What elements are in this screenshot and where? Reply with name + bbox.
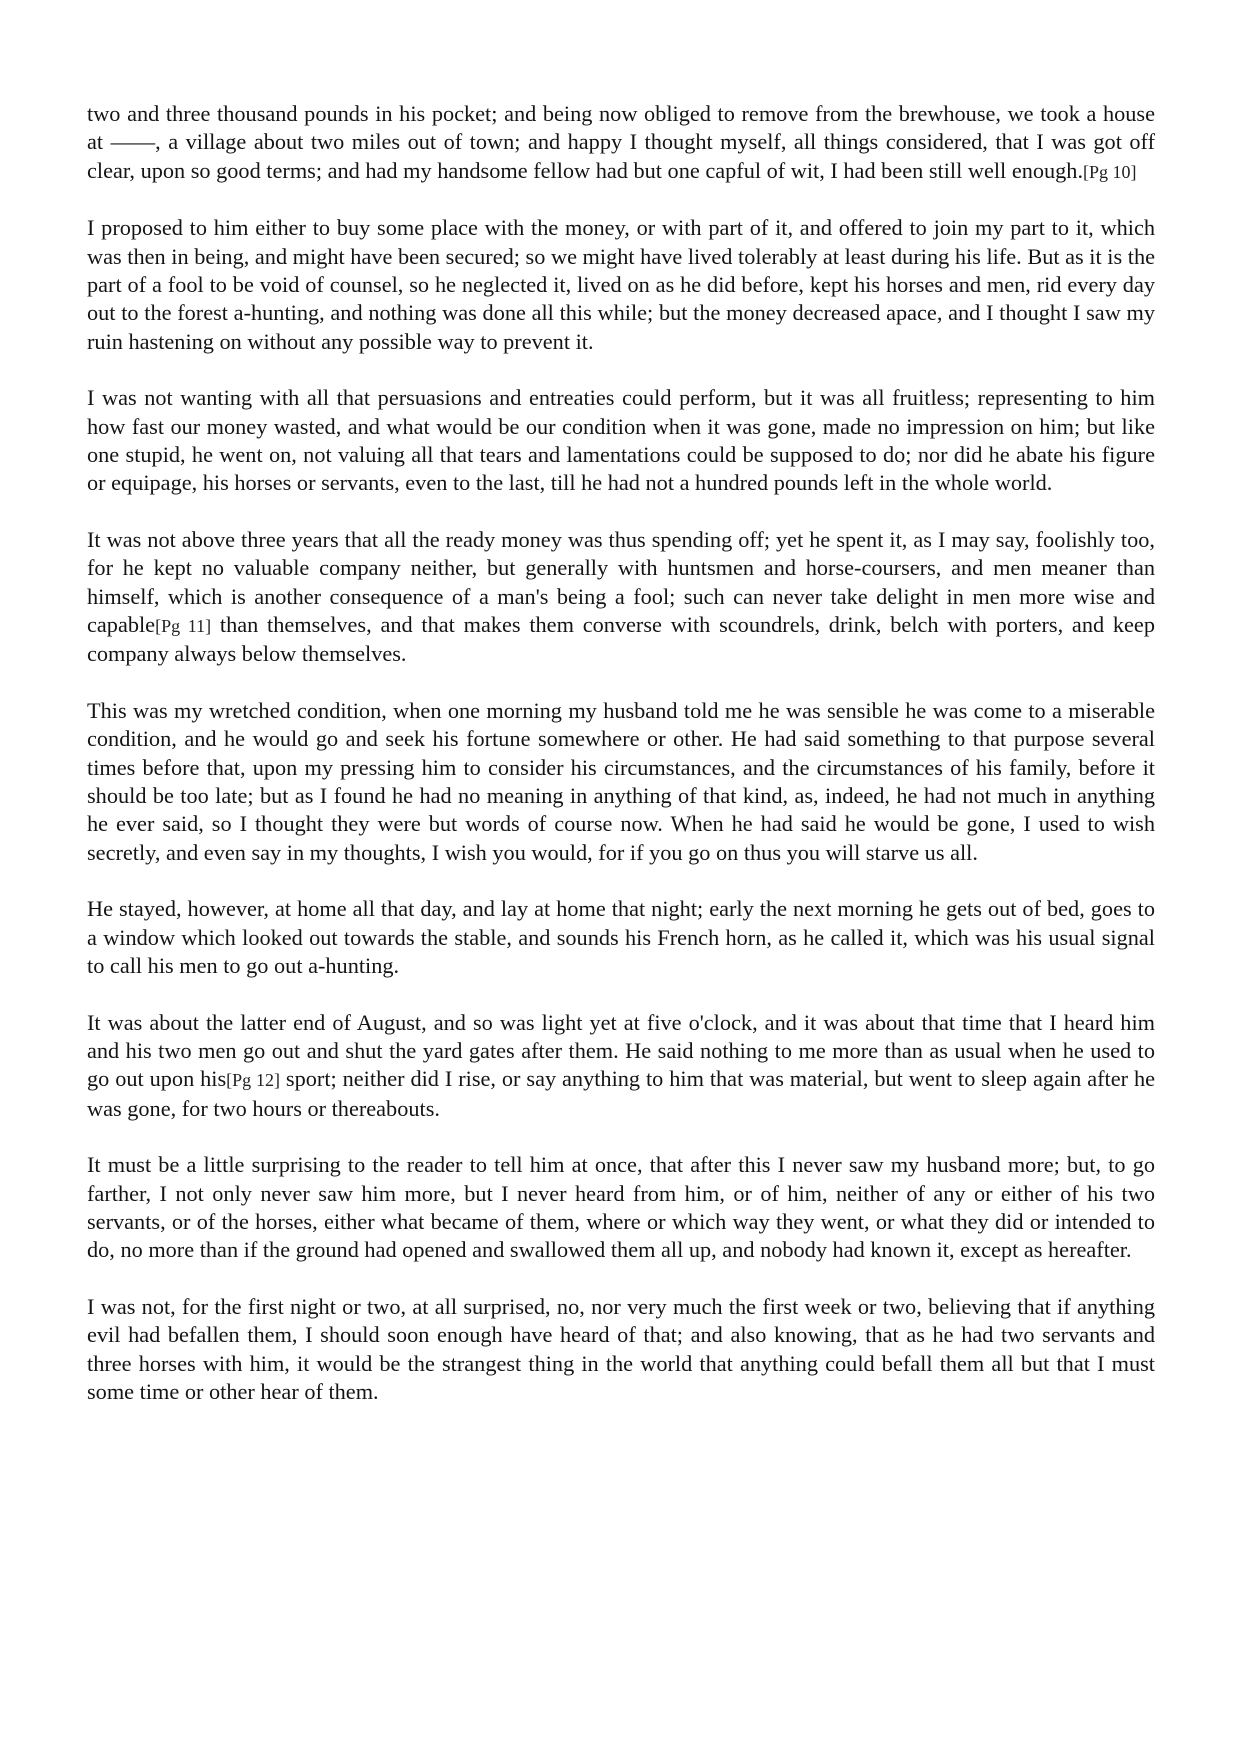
page-number-marker: [Pg 10] (1083, 161, 1137, 182)
paragraph-text: It was about the latter end of August, and so was light yet at five o'clock, and it was about that time that I heard him and his two men go out and shut the yard gates after them. He said nothing to me more than as usual when he used to go out upon his (87, 1009, 1155, 1092)
paragraph-text: I was not, for the first night or two, at all surprised, no, nor very much the first week or two, believing that if anything evil had befallen them, I should soon enough have heard of that; and also knowing, that as he had two servants and three horses with him, it would be the strangest thing in the world that anything could befall them all but that I must some time or other hear of them. (87, 1294, 1155, 1404)
paragraph-text: I was not wanting with all that persuasions and entreaties could perform, but it was all fruitless; representing to him how fast our money wasted, and what would be our condition when it was gone, made no impression on him; but like one stupid, he went on, not valuing all that tears and lamentations could be supposed to do; nor did he abate his figure or equipage, his horses or servants, even to the last, till he had not a hundred pounds left in the whole world. (87, 385, 1155, 496)
paragraph-text: It was not above three years that all the ready money was thus spending off; yet he spent it, as I may say, foolishly too, for he kept no valuable company neither, but generally with huntsmen and horse-coursers, and men meaner than himself, which is another consequence of a man's being a fool; such can never take delight in men more wise and capable (87, 527, 1155, 637)
page-number-marker: [Pg 12] (226, 1070, 281, 1091)
paragraph-text: I proposed to him either to buy some place with the money, or with part of it, and offered to join my part to it, which was then in being, and might have been secured; so we might have lived tolerably at least during his life. But as it is the part of a fool to be void of counsel, so he neglected it, lived on as he did before, kept his horses and men, rid every day out to the forest a-hunting, and nothing was done all this while; but the money decreased apace, and I thought I saw my ruin hastening on without any possible way to prevent it. (87, 215, 1155, 354)
paragraph-text: He stayed, however, at home all that day, and lay at home that night; early the next morning he gets out of bed, goes to a window which looked out towards the stable, and sounds his French horn, as he called it, which was his usual signal to call his men to go out a-hunting. (87, 896, 1155, 978)
paragraph-7 (87, 1009, 1155, 1123)
paragraph-text: This was my wretched condition, when one morning my husband told me he was sensible he was come to a miserable condition, and he would go and seek his fortune somewhere or other. He had said something to that purpose several times before that, upon my pressing him to consider his circumstances, and the circumstances of his family, before it should be too late; but as I found he had no meaning in anything of that kind, as, indeed, he had not much in anything he ever said, so I thought they were but words of course now. When he had said he would be gone, I used to wish secretly, and even say in my thoughts, I wish you would, for if you go on thus you will starve us all. (87, 698, 1155, 865)
paragraph-4 (87, 526, 1155, 668)
paragraph-3 (87, 384, 1155, 497)
paragraph-5 (87, 697, 1155, 867)
paragraph-1 (87, 100, 1155, 186)
paragraph-text: sport; neither did I rise, or say anything to him that was material, but went to sleep again after he was gone, for two hours or thereabouts. (87, 1066, 1155, 1121)
paragraph-text: It must be a little surprising to the reader to tell him at once, that after this I never saw my husband more; but, to go farther, I not only never saw him more, but I never heard from him, or of him, neither of any or either of his two servants, or of the horses, either what became of them, where or which way they went, or what they did or intended to do, no more than if the ground had opened and swallowed them all up, and nobody had known it, except as hereafter. (87, 1152, 1155, 1263)
page-number-marker: [Pg 11] (155, 615, 212, 636)
paragraph-9 (87, 1293, 1155, 1406)
paragraph-text: two and three thousand pounds in his pocket; and being now obliged to remove from the brewhouse, we took a house at ——, a village about two miles out of town; and happy I thought myself, all things considered, that I was got off clear, upon so good terms; and had my handsome fellow had but one capful of wit, I had been still well enough. (87, 101, 1155, 183)
paragraph-text: than themselves, and that makes them converse with scoundrels, drink, belch with porters, and keep company always below themselves. (87, 611, 1155, 667)
paragraph-2 (87, 214, 1155, 355)
paragraph-6 (87, 895, 1155, 980)
paragraph-8 (87, 1151, 1155, 1264)
document-page (87, 100, 1155, 1435)
